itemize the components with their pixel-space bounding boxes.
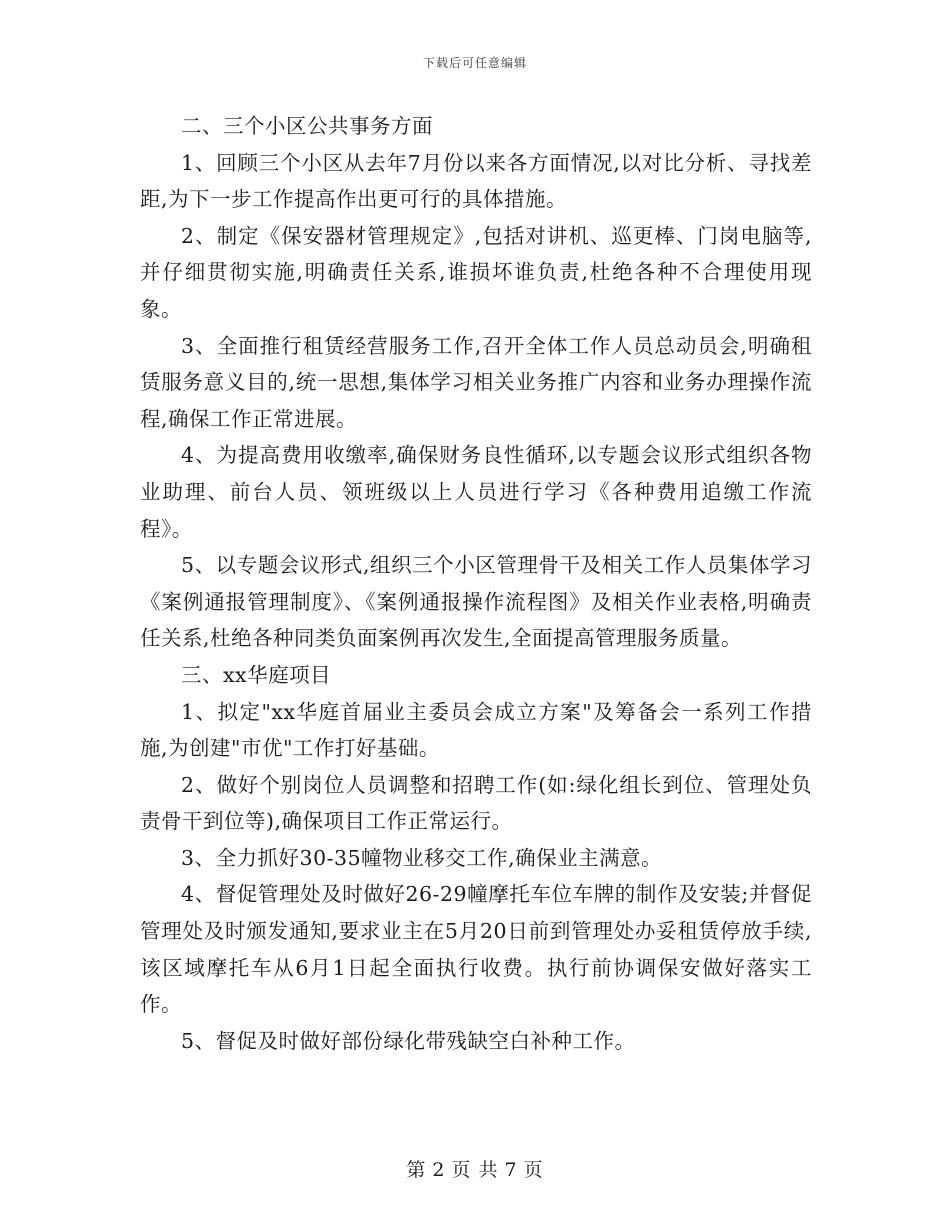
footer-current-page: 2: [432, 1159, 446, 1181]
section-heading-public-affairs: 二、三个小区公共事务方面: [181, 114, 433, 138]
paragraph-item: 4、为提高费用收缴率,确保财务良性循环,以专题会议形式组织各物业助理、前台人员、领班级以上人员进行学习《各种费用追缴工作流程》。: [140, 443, 812, 541]
footer-suffix: 页: [523, 1159, 544, 1181]
footer-total-pages: 7: [504, 1159, 518, 1181]
document-body: [140, 108, 812, 1059]
section-heading-huating-project: 三、xx华庭项目: [181, 662, 332, 687]
paragraph-item: 2、做好个别岗位人员调整和招聘工作(如:绿化组长到位、管理处负责骨干到位等),确保项目工作正常运行。: [140, 772, 812, 834]
paragraph-item: 4、督促管理处及时做好26-29幢摩托车位车牌的制作及安装;并督促管理处及时颁发通知,要求业主在5月20日前到管理处办妥租赁停放手续,该区域摩托车从6月1日起全面执行收费。执行前协调保安做好落实工作。: [140, 882, 812, 1017]
footer-prefix: 第: [406, 1159, 427, 1181]
footer-middle: 页 共: [451, 1159, 499, 1181]
paragraph-item: 2、制定《保安器材管理规定》,包括对讲机、巡更棒、门岗电脑等,并仔细贯彻实施,明确责任关系,谁损坏谁负责,杜绝各种不合理使用现象。: [140, 223, 812, 321]
paragraph-item: 5、督促及时做好部份绿化带残缺空白补种工作。: [181, 1028, 636, 1053]
page-number-footer: [0, 1155, 950, 1182]
paragraph-item: 1、回顾三个小区从去年7月份以来各方面情况,以对比分析、寻找差距,为下一步工作提高作出更可行的具体措施。: [140, 150, 812, 212]
paragraph-item: 5、以专题会议形式,组织三个小区管理骨干及相关工作人员集体学习《案例通报管理制度》、《案例通报操作流程图》及相关作业表格,明确责任关系,杜绝各种同类负面案例再次发生,全面提高管理服务质量。: [140, 553, 812, 651]
paragraph-item: 3、全力抓好30-35幢物业移交工作,确保业主满意。: [181, 845, 663, 870]
paragraph-item: 3、全面推行租赁经营服务工作,召开全体工作人员总动员会,明确租赁服务意义目的,统一思想,集体学习相关业务推广内容和业务办理操作流程,确保工作正常进展。: [140, 333, 812, 431]
paragraph-item: 1、拟定"xx华庭首届业主委员会成立方案"及筹备会一系列工作措施,为创建"市优"工作打好基础。: [140, 699, 812, 761]
page-header-note: 下载后可任意编辑: [422, 56, 527, 70]
